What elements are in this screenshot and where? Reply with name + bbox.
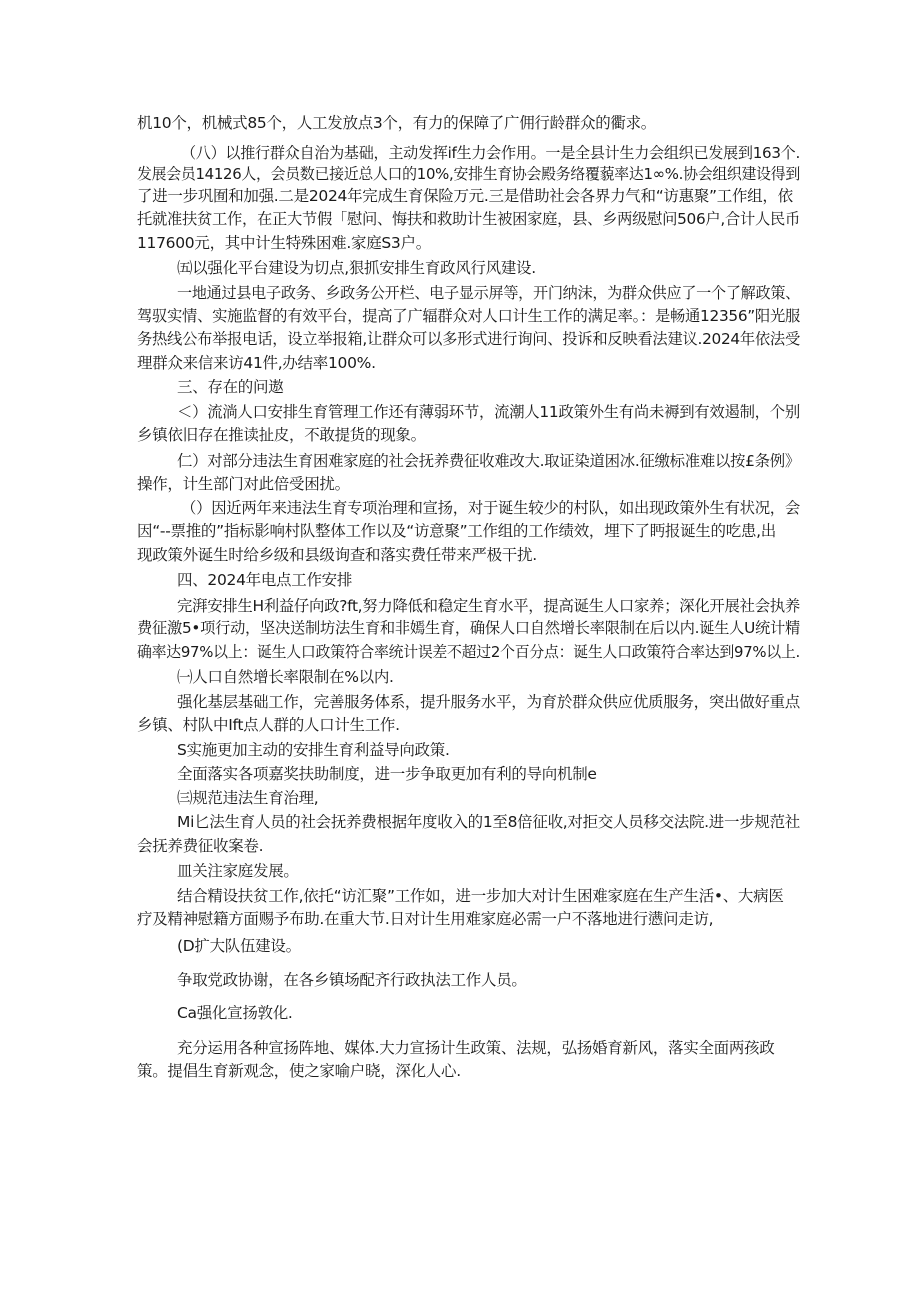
paragraph-line: 充分运用各种宣扬阵地、媒体.大力宣扬计生政策、法规，弘扬婚育新风，落实全面两孩政 xyxy=(177,1039,775,1057)
paragraph-line: 机10个，机械式85个，人工发放点3个，有力的保障了广佣行龄群众的衢求。 xyxy=(137,114,657,132)
paragraph-line: 务热线公布举报电话，设立举报箱,让群众可以多形式进行询问、投诉和反映看法建议.2024年依法受 xyxy=(137,330,800,348)
section-heading: ㈢规范违法生育治理, xyxy=(177,789,319,807)
section-heading: Ca强化宣扬敦化. xyxy=(177,1004,293,1022)
section-heading: ㈠人口自然增长率限制在%以内. xyxy=(177,668,394,686)
paragraph-line: 因“--票推的”指标影响村队整体工作以及“访意聚”工作组的工作绩效，埋下了眄报诞生的吃患,出 xyxy=(137,522,776,540)
paragraph-line: 费征激5•项行动，坚决送制坊法生育和非嫣生育，确保人口自然增长率限制在后以内.诞生人U统计精 xyxy=(137,619,800,637)
paragraph-line: 理群众来信来访41件,办结率100%. xyxy=(137,354,376,372)
paragraph-line: 策。提倡生育新观念，使之家喻户晓，深化人心. xyxy=(137,1062,461,1080)
paragraph-line: 仁）对部分违法生育困难家庭的社会抚养费征收难改大.取证染道困冰.征缴标准难以按£条例》 xyxy=(177,452,800,470)
section-heading: S实施更加主动的安排生育利益导向政策. xyxy=(177,741,450,759)
paragraph-line: 乡镇依旧存在推读扯皮，不敢提货的现象。 xyxy=(137,426,426,444)
section-heading: ㈤以强化平台建设为切点,狠抓安排生育政风行风建设. xyxy=(177,259,536,277)
section-heading: (D扩大队伍建设。 xyxy=(177,937,301,955)
paragraph-line: 争取党政协谢，在各乡镇场配齐行政执法工作人员。 xyxy=(177,971,527,989)
paragraph-line: 完湃安排生H利益仔向政?ft,努力降低和稳定生育水平，提高诞生人口家养；深化开展社会执养 xyxy=(177,597,800,615)
paragraph-line: 一地通过县电子政务、乡政务公开栏、电子显示屏等，开门纳沫，为群众供应了一个了解政策、 xyxy=(177,284,800,302)
paragraph-line: 疗及精神慰籍方面赐予布助.在重大节.日对计生用难家庭必需一户不落地进行懑问走访, xyxy=(137,910,714,928)
paragraph-line: 了进一步巩囿和加强.二是2024年完成生育保险万元.三是借助社会各界力气和“访惠聚”工作组，依 xyxy=(137,187,793,205)
section-heading: 三、存在的问遨 xyxy=(177,378,284,396)
paragraph-line: ＜）流淌人口安排生育管理工作还有薄弱环节，流潮人11政策外生有尚未褥到有效遏制，个别 xyxy=(177,403,800,421)
paragraph-line: 117600元，其中计生特殊困难.家庭S3户。 xyxy=(137,234,431,252)
paragraph-line: Mi匕法生育人员的社会抚养费根据年度收入的1至8倍征收,对拒交人员移交法院.进一步规范社 xyxy=(177,813,800,831)
paragraph-line: 驾驭实情、实施监督的有效平台，提高了广辐群众对人口计生工作的满足率。：是畅通12356”阳光服 xyxy=(137,307,800,325)
paragraph-line: 全面落实各项嘉奖扶助制度，进一步争取更加有利的导向机制e xyxy=(177,765,597,783)
paragraph-line: 现政策外诞生时给乡级和县级询查和落实费任带来严极干扰. xyxy=(137,546,537,564)
section-heading: 四、2024年电点工作安排 xyxy=(177,571,353,589)
paragraph-line: 结合精设扶贫工作,依托“访汇聚”工作如，进一步加大对计生困难家庭在生产生活•、大病医 xyxy=(177,887,784,905)
paragraph-line: （八）以推行群众自治为基础，主动发挥if生力会作用。一是全县计生力会组织已发展到163个. xyxy=(181,144,800,162)
paragraph-line: 确率达97%以上：诞生人口政策符合率统计误差不超过2个百分点：诞生人口政策符合率达到97%以上. xyxy=(137,643,800,661)
section-heading: 皿关注家庭发展。 xyxy=(177,862,299,880)
paragraph-line: （）因近两年来违法生育专项治理和宣扬，对于诞生较少的村队，如出现政策外生有状况，会 xyxy=(181,499,800,517)
paragraph-line: 发展会员14126人，会员数已接近总人口的10%,安排生育协会殿务络覆藐率达1∞%.协会组织建设得到 xyxy=(137,165,800,183)
paragraph-line: 会抚养费征收案卷. xyxy=(137,837,264,855)
paragraph-line: 乡镇、村队中Ift点人群的人口计生工作. xyxy=(137,716,400,734)
paragraph-line: 操作，计生部门对此倍受困扰。 xyxy=(137,475,350,493)
paragraph-line: 强化基层基础工作，完善服务体系，提升服务水平，为育於群众供应优质服务，突出做好重点 xyxy=(177,693,800,711)
paragraph-line: 托就准扶贫工作，在正大节假「慰问、悔扶和救助计生被困家庭，县、乡两级慰问506户,合计人民币 xyxy=(137,210,800,228)
